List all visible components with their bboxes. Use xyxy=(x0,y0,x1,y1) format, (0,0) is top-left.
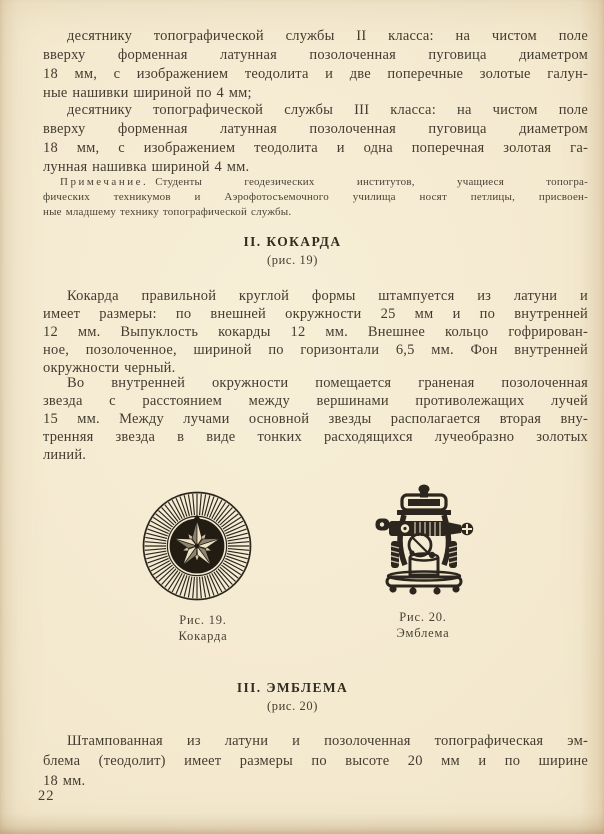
paragraph-emblem xyxy=(43,731,588,791)
text-line: вверху форменная латунная позолоченная пуговица диаметром xyxy=(43,47,588,63)
text-line: ные младшему технику топографической службы. xyxy=(43,206,292,218)
text-line: ные нашивки шириной по 4 мм; xyxy=(43,85,252,101)
text-line: 18 мм. xyxy=(43,773,86,789)
paragraph-class2 xyxy=(43,27,588,103)
text-line: Кокарда правильной круглой формы штампуется из латуни и xyxy=(67,288,588,304)
paragraph-cockade-1 xyxy=(43,287,588,377)
text-line: ное, позолоченное, шириной по горизонтали 6,5 мм. Фон внутренней xyxy=(43,342,588,358)
text-line: окружности черный. xyxy=(43,360,176,376)
text-line: вверху форменная латунная позолоченная пуговица диаметром xyxy=(43,121,588,137)
text-line: 12 мм. Выпуклость кокарды 12 мм. Внешнее кольцо гофрирован- xyxy=(43,324,588,340)
text-line: 18 мм, с изображением теодолита и одна поперечная золотая га- xyxy=(43,140,588,156)
figure-caption-label: Эмблема xyxy=(396,625,450,640)
figure-caption-19 xyxy=(142,613,264,644)
section-title: II. КОКАРДА xyxy=(243,234,342,249)
cockade-illustration-icon xyxy=(141,488,253,606)
figure-ref-label: Рис. 20. xyxy=(399,610,447,624)
section-heading-cockade xyxy=(43,232,588,269)
figure-reference: (рис. 19) xyxy=(267,253,318,267)
text-line: 18 мм, с изображением теодолита и две поперечные золотые галун- xyxy=(43,66,588,82)
text-line: линий. xyxy=(43,447,87,463)
text-line xyxy=(43,175,588,190)
cockade-figure xyxy=(141,488,253,611)
text-line: 15 мм. Между лучами основной звезды располагается вторая вну- xyxy=(43,411,588,427)
figure-caption-20 xyxy=(362,610,484,641)
text-line: фических техникумов и Аэрофотосъемочного училища носят петлицы, присвоен- xyxy=(43,191,588,203)
text-line: лунная нашивка шириной 4 мм. xyxy=(43,159,250,175)
note-text: Студенты геодезических институтов, учащиеся топогра- xyxy=(155,176,588,188)
figure-reference: (рис. 20) xyxy=(267,699,318,713)
note-label: Примечание. xyxy=(60,176,149,188)
text-line: тренняя звезда в виде тонких расходящихся лучеобразно золотых xyxy=(43,429,588,445)
page-number: 22 xyxy=(38,788,55,804)
section-heading-emblem xyxy=(43,678,588,715)
paragraph-cockade-2 xyxy=(43,374,588,464)
section-title: III. ЭМБЛЕМА xyxy=(236,680,349,695)
figure-caption-label: Кокарда xyxy=(178,628,228,643)
text-line: блема (теодолит) имеет размеры по высоте 20 мм и по ширине xyxy=(43,753,588,769)
paragraph-class3 xyxy=(43,101,588,177)
text-line: Штампованная из латуни и позолоченная топографическая эм- xyxy=(67,733,588,749)
emblem-figure xyxy=(375,483,477,602)
theodolite-illustration-icon xyxy=(375,483,477,597)
text-line: десятнику топографической службы II класса: на чистом поле xyxy=(67,28,588,44)
text-line: Во внутренней окружности помещается граненая позолоченная xyxy=(67,375,588,391)
note-block xyxy=(43,175,588,220)
text-line: десятнику топографической службы III класса: на чистом поле xyxy=(67,102,588,118)
figure-ref-label: Рис. 19. xyxy=(179,613,227,627)
text-line: имеет размеры: по внешней окружности 25 мм и по внутренней xyxy=(43,306,588,322)
text-line: звезда с расстоянием между вершинами противолежащих лучей xyxy=(43,393,588,409)
